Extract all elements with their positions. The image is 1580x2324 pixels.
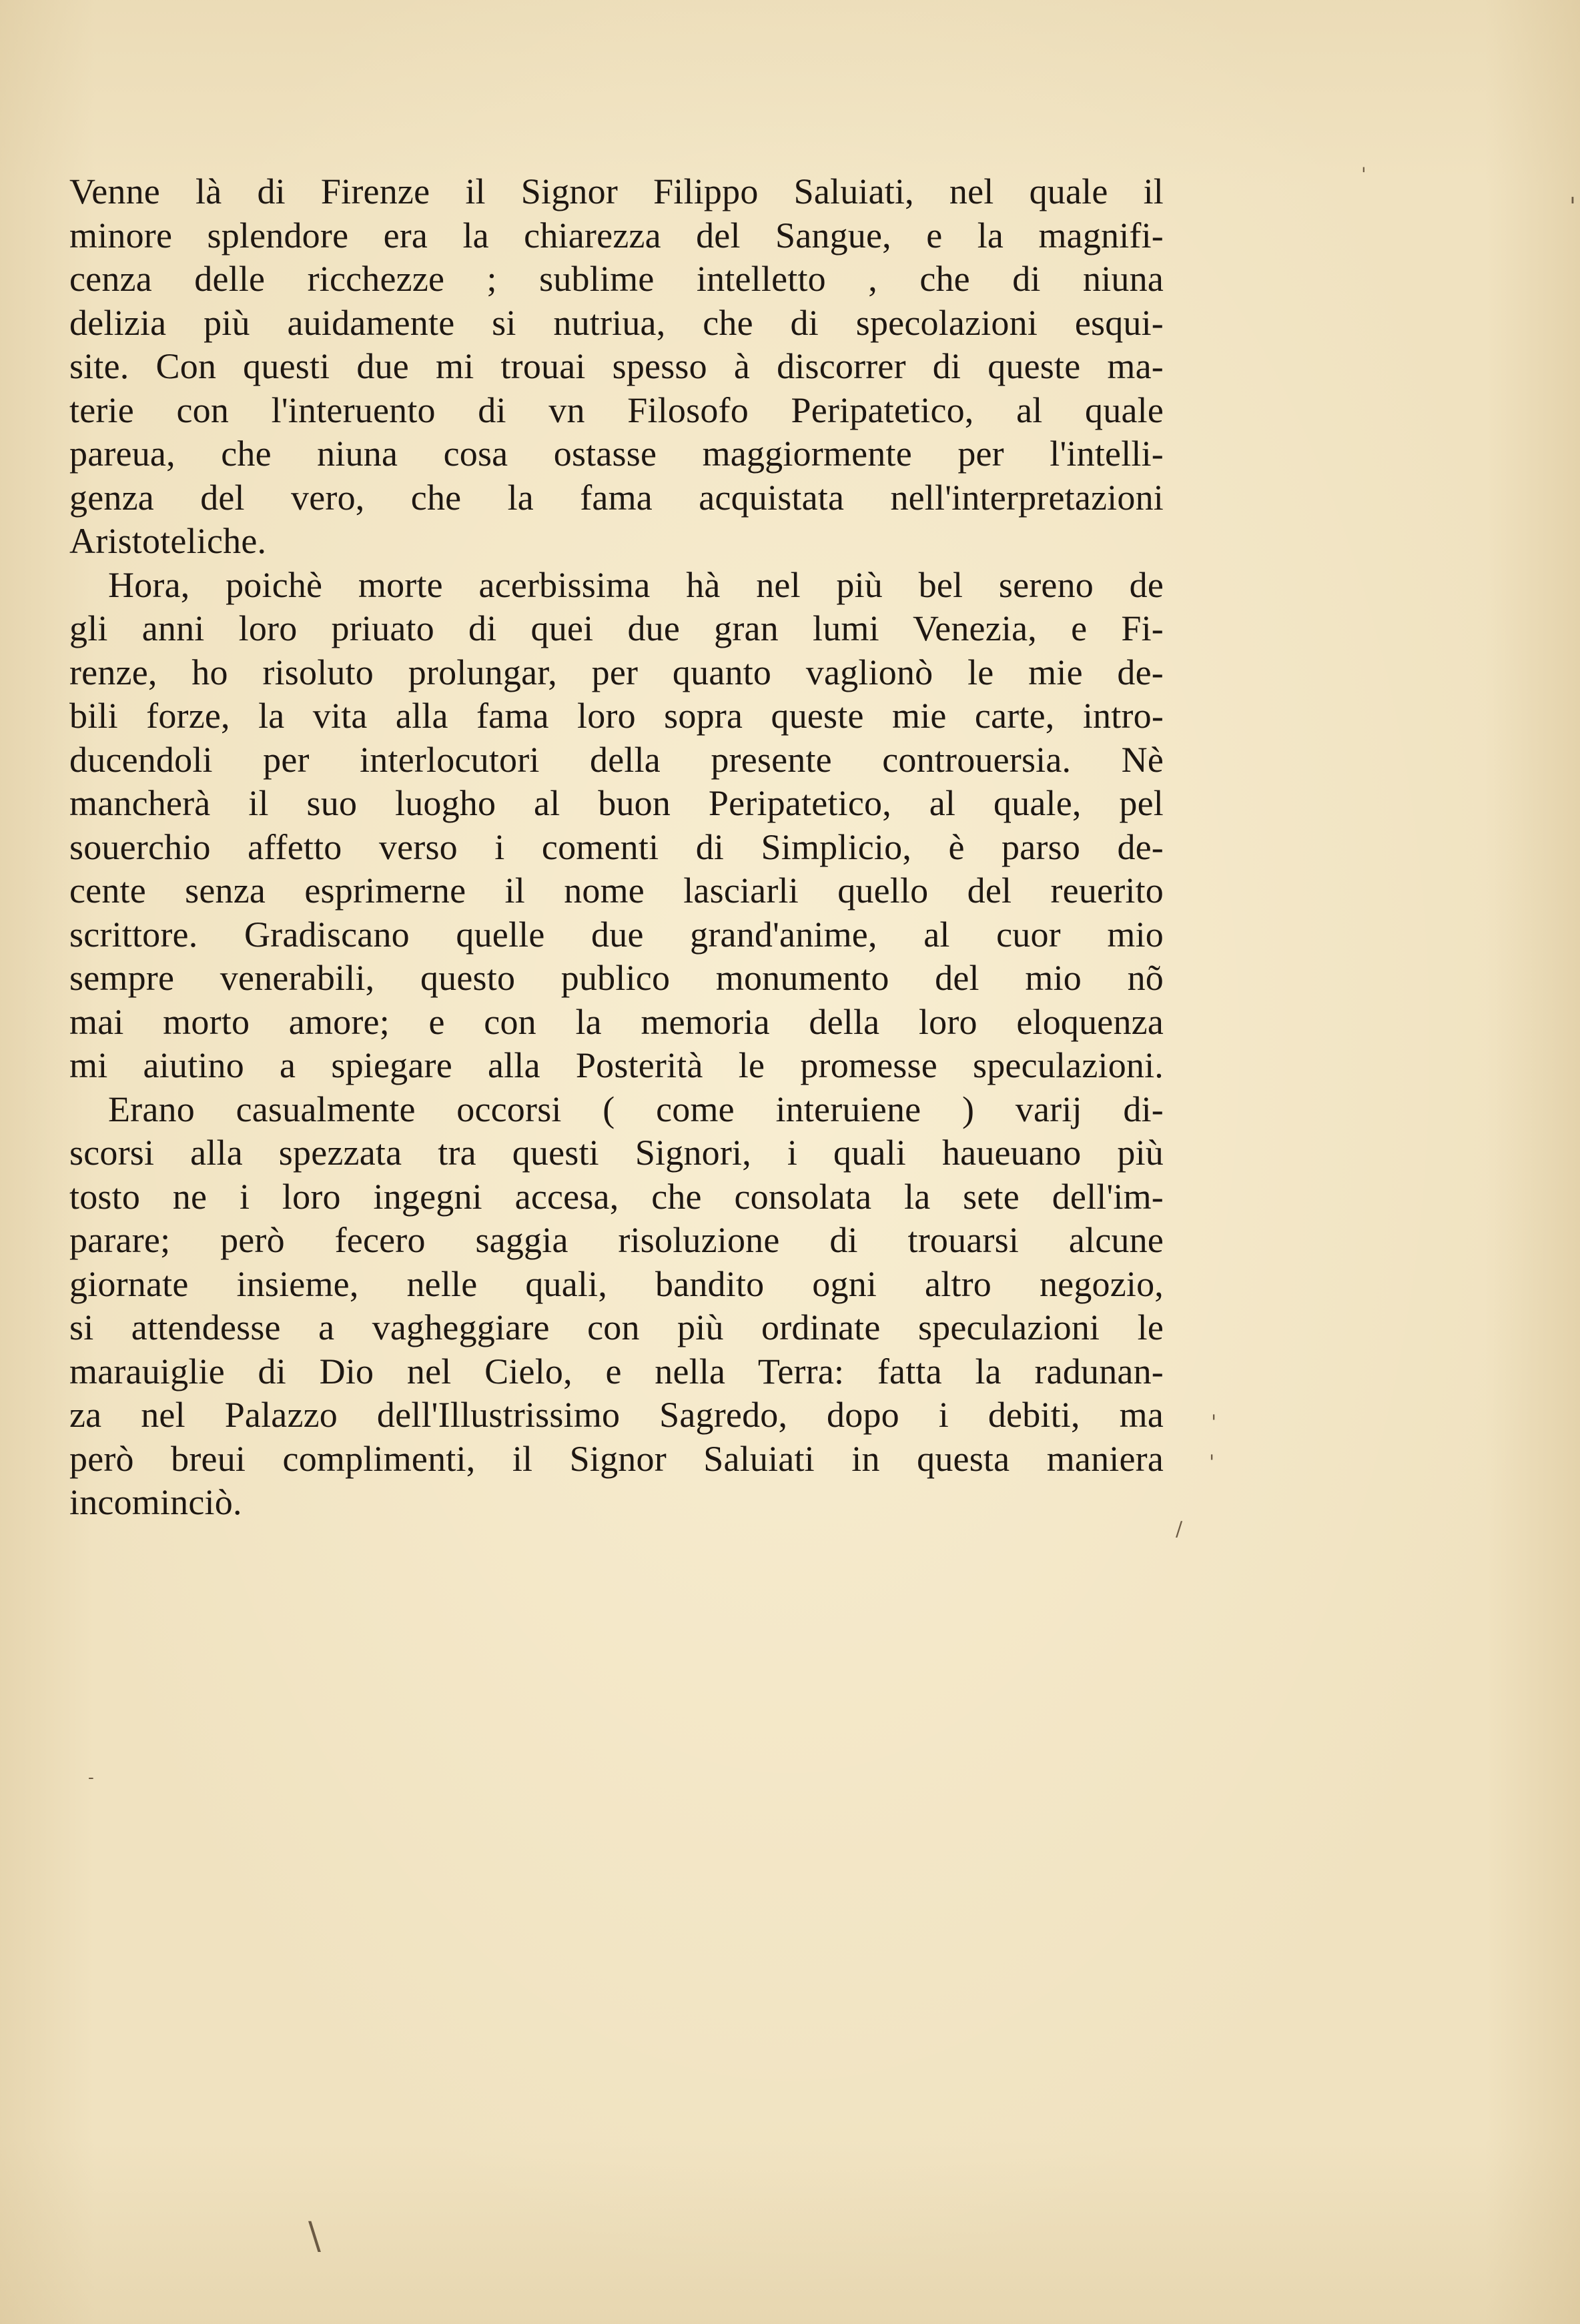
text-line: giornate insieme, nelle quali, bandito ogni altro negozio, bbox=[69, 1263, 1164, 1304]
stray-mark-icon: ' bbox=[1569, 193, 1576, 221]
stray-mark-icon: / bbox=[1176, 1518, 1183, 1541]
stray-mark-icon: - bbox=[88, 1768, 94, 1788]
text-line: renze, ho risoluto prolungar, per quanto vaglionò le mie de- bbox=[69, 652, 1164, 692]
stray-mark-icon: ' bbox=[1211, 1411, 1217, 1434]
text-line: mai morto amore; e con la memoria della loro eloquenza bbox=[69, 1001, 1164, 1042]
text-line: però breui complimenti, il Signor Saluiati in questa maniera bbox=[69, 1438, 1164, 1479]
text-line: cente senza esprimerne il nome lasciarli quello del reuerito bbox=[69, 870, 1164, 911]
stray-mark-icon: ' bbox=[1209, 1451, 1215, 1474]
text-line: souerchio affetto verso i comenti di Simplicio, è parso de- bbox=[69, 826, 1164, 867]
paragraph-start: Hora, poichè morte acerbissima hà nel più bel sereno de bbox=[108, 564, 1164, 605]
text-line: marauiglie di Dio nel Cielo, e nella Terra: fatta la radunan- bbox=[69, 1351, 1164, 1391]
text-line: scorsi alla spezzata tra questi Signori, i quali haueuano più bbox=[69, 1133, 1164, 1173]
text-line: Aristoteliche. bbox=[69, 521, 267, 561]
text-line: mi aiutino a spiegare alla Posterità le promesse speculazioni. bbox=[69, 1045, 1164, 1085]
text-line: za nel Palazzo dell'Illustrissimo Sagredo, dopo i debiti, ma bbox=[69, 1395, 1164, 1435]
text-line: bili forze, la vita alla fama loro sopra queste mie carte, intro- bbox=[69, 696, 1164, 736]
text-line: gli anni loro priuato di quei due gran lumi Venezia, e Fi- bbox=[69, 608, 1164, 648]
text-line: scrittore. Gradiscano quelle due grand'anime, al cuor mio bbox=[69, 914, 1164, 955]
stray-mark-icon: \ bbox=[308, 2215, 321, 2258]
text-line: incominciò. bbox=[69, 1482, 242, 1522]
paragraph-start: Erano casualmente occorsi ( come interuiene ) varij di- bbox=[108, 1089, 1164, 1129]
text-line: cenza delle ricchezze ; sublime intelletto , che di niuna bbox=[69, 259, 1164, 299]
text-line: sempre venerabili, questo publico monumento del mio nõ bbox=[69, 958, 1164, 998]
body-text bbox=[69, 170, 1164, 1525]
text-line: mancherà il suo luogho al buon Peripatetico, al quale, pel bbox=[69, 783, 1164, 823]
text-line: parare; però fecero saggia risoluzione di trouarsi alcune bbox=[69, 1220, 1164, 1260]
text-line: terie con l'interuento di vn Filosofo Peripatetico, al quale bbox=[69, 390, 1164, 430]
text-line: Venne là di Firenze il Signor Filippo Saluiati, nel quale il bbox=[69, 171, 1164, 211]
text-line: pareua, che niuna cosa ostasse maggiormente per l'intelli- bbox=[69, 434, 1164, 474]
text-line: ducendoli per interlocutori della presente controuersia. Nè bbox=[69, 739, 1164, 780]
stray-mark-icon: ' bbox=[1361, 163, 1366, 185]
text-line: si attendesse a vagheggiare con più ordinate speculazioni le bbox=[69, 1307, 1164, 1347]
text-line: delizia più auidamente si nutriua, che di specolazioni esqui- bbox=[69, 302, 1164, 343]
text-line: site. Con questi due mi trouai spesso à discorrer di queste ma- bbox=[69, 346, 1164, 386]
text-line: minore splendore era la chiarezza del Sangue, e la magnifi- bbox=[69, 215, 1164, 255]
text-line: tosto ne i loro ingegni accesa, che consolata la sete dell'im- bbox=[69, 1176, 1164, 1217]
text-line: genza del vero, che la fama acquistata nell'interpretazioni bbox=[69, 477, 1164, 518]
